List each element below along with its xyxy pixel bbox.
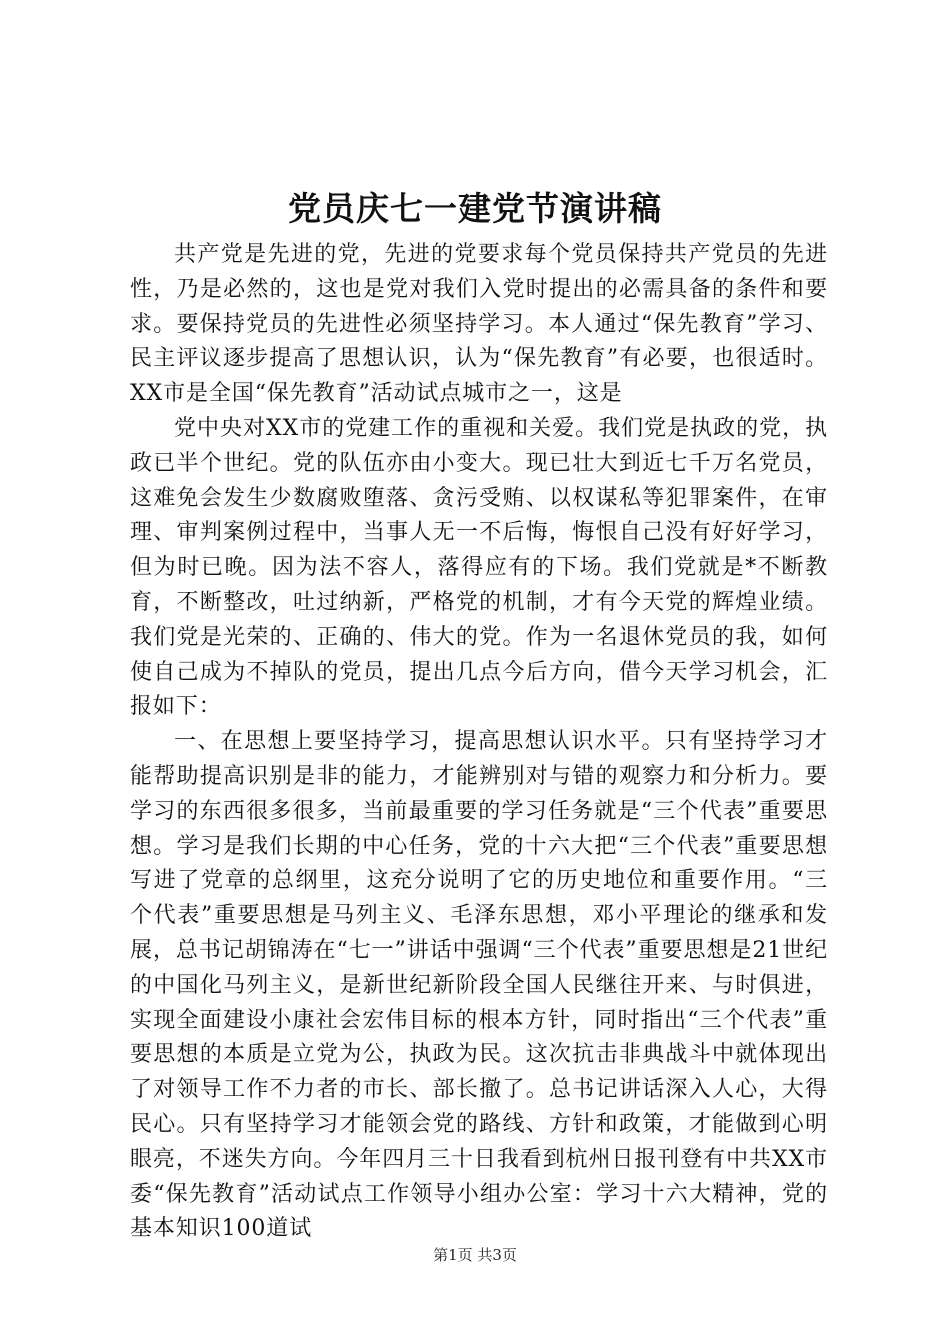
page-footer: 第1页 共3页 [433, 1246, 517, 1264]
paragraph-2: 党中央对XX市的党建工作的重视和关爱。我们党是执政的党，执政已半个世纪。党的队伍亦由小变大。现已壮大到近七千万名党员，这难免会发生少数腐败堕落、贪污受贿、以权谋私等犯罪案件，在审理、审判案例过程中，当事人无一不后悔，悔恨自己没有好好学习，但为时已晚。因为法不容人，落得应有的下场。我们党就是*不断教育，不断整改，吐过纳新，严格党的机制，才有今天党的辉煌业绩。我们党是光荣的、正确的、伟大的党。作为一名退休党员的我，如何使自己成为不掉队的党员，提出几点今后方向，借今天学习机会，汇报如下： [130, 415, 828, 720]
paragraph-1: 共产党是先进的党，先进的党要求每个党员保持共产党员的先进性，乃是必然的，这也是党对我们入党时提出的必需具备的条件和要求。要保持党员的先进性必须坚持学习。本人通过“保先教育”学习、民主评议逐步提高了思想认识，认为“保先教育”有必要，也很适时。XX市是全国“保先教育”活动试点城市之一，这是 [130, 242, 828, 407]
paragraph-3: 一、在思想上要坚持学习，提高思想认识水平。只有坚持学习才能帮助提高识别是非的能力，才能辨别对与错的观察力和分析力。要学习的东西很多很多，当前最重要的学习任务就是“三个代表”重要思想。学习是我们长期的中心任务，党的十六大把“三个代表”重要思想写进了党章的总纲里，这充分说明了它的历史地位和重要作用。“三个代表”重要思想是马列主义、毛泽东思想，邓小平理论的继承和发展，总书记胡锦涛在“七一”讲话中强调“三个代表”重要思想是21世纪的中国化马列主义，是新世纪新阶段全国人民继往开来、与时俱进，实现全面建设小康社会宏伟目标的根本方针，同时指出“三个代表”重要思想的本质是立党为公，执政为民。这次抗击非典战斗中就体现出了对领导工作不力者的市长、部长撤了。总书记讲话深入人心，大得民心。只有坚持学习才能领会党的路线、方针和政策，才能做到心明眼亮，不迷失方向。今年四月三十日我看到杭州日报刊登有中共XX市委“保先教育”活动试点工作领导小组办公室：学习十六大精神，党的基本知识100道试 [130, 729, 828, 1242]
document-body [130, 238, 828, 1247]
document-title: 党员庆七一建党节演讲稿 [288, 189, 662, 228]
